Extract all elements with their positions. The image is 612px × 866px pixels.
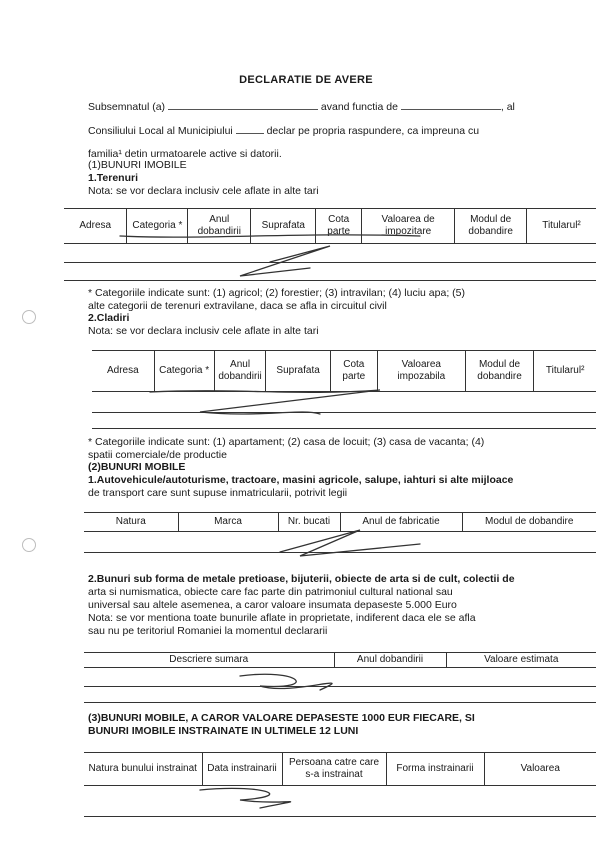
col-natura-bunului: Natura bunului instrainat bbox=[88, 763, 197, 774]
col-suprafata: Suprafata bbox=[266, 351, 330, 392]
col-anul: Anul dobandirii bbox=[214, 351, 266, 392]
cladiri-footnote: * Categoriile indicate sunt: (1) apartament; (2) casa de locuit; (3) casa de vacanta; (4) spatii comerciale/de productie bbox=[88, 436, 485, 461]
col-titularul: Titularul² bbox=[526, 209, 596, 244]
section1-heading: (1)BUNURI IMOBILE bbox=[88, 159, 187, 171]
intro-paragraph: Subsemnatul (a) avand functia de , al Consiliului Local al Municipiului declar pe propria raspundere, ca impreuna cu familia¹ detin urmatoarele active si datorii. bbox=[88, 101, 515, 160]
section3-heading: (3)BUNURI MOBILE, A CAROR VALOARE DEPASESTE 1000 EUR FIECARE, SI BUNURI IMOBILE INSTRAINATE IN ULTIMELE 12 LUNI bbox=[88, 712, 475, 737]
strike-mark bbox=[240, 246, 330, 276]
cladiri-title: 2.Cladiri bbox=[88, 312, 130, 324]
col-forma: Forma instrainarii bbox=[386, 753, 484, 786]
col-cota: Cota parte bbox=[330, 351, 377, 392]
col-adresa: Adresa bbox=[106, 365, 139, 376]
col-cota: Cota parte bbox=[316, 209, 362, 244]
col-modul: Modul de dobandire bbox=[462, 513, 596, 532]
strike-mark bbox=[240, 674, 332, 690]
col-anul: Anul dobandirii bbox=[334, 653, 446, 668]
terenuri-title: 1.Terenuri bbox=[88, 172, 138, 184]
vehicule-title: 1.Autovehicule/autoturisme, tractoare, masini agricole, salupe, iahturi si alte mijloace de transport care sunt supuse inmatricularii, potrivit legii bbox=[88, 474, 514, 499]
col-valoarea: Valoarea bbox=[484, 753, 596, 786]
strike-mark bbox=[150, 390, 380, 414]
col-modul: Modul de dobandire bbox=[465, 351, 534, 392]
col-categoria: Categoria * bbox=[127, 209, 188, 244]
col-valoare: Valoare estimata bbox=[446, 653, 596, 668]
strike-mark bbox=[200, 788, 291, 808]
col-categoria: Categoria * bbox=[154, 351, 214, 392]
col-persoana: Persoana catre care s-a instrainat bbox=[282, 753, 386, 786]
col-data: Data instrainarii bbox=[202, 753, 282, 786]
strike-mark bbox=[280, 530, 420, 556]
cladiri-note: Nota: se vor declara inclusiv cele aflate in alte tari bbox=[88, 325, 319, 337]
col-suprafata: Suprafata bbox=[251, 209, 316, 244]
terenuri-note: Nota: se vor declara inclusiv cele aflate in alte tari bbox=[88, 185, 319, 197]
section2-heading: (2)BUNURI MOBILE bbox=[88, 461, 186, 473]
col-nr-bucati: Nr. bucati bbox=[278, 513, 340, 532]
col-natura: Natura bbox=[115, 516, 146, 527]
col-modul: Modul de dobandire bbox=[455, 209, 527, 244]
pretioase-block: 2.Bunuri sub forma de metale pretioase, bijuterii, obiecte de arta si de cult, colectii de arta si numismatica, obiecte care fac parte din patrimoniul cultural national sau universal sau altele asemenea, a caror valoare insumata depaseste 5.000 Euro Nota: se vor mentiona toate bunurile aflate in proprietate, indiferent daca ele se afla sau nu pe teritoriul Romaniei la momentul declararii bbox=[88, 573, 515, 637]
col-descriere: Descriere sumara bbox=[169, 654, 249, 665]
terenuri-footnote: * Categoriile indicate sunt: (1) agricol; (2) forestier; (3) intravilan; (4) luciu apa; (5) alte categorii de terenuri extravilane, daca se afla in circuitul civil bbox=[88, 287, 465, 312]
col-anul: Anul dobandirii bbox=[188, 209, 251, 244]
col-anul-fabricatie: Anul de fabricatie bbox=[340, 513, 462, 532]
col-valoarea: Valoarea de impozitare bbox=[361, 209, 454, 244]
col-valoarea: Valoarea impozabila bbox=[377, 351, 465, 392]
strike-mark bbox=[120, 235, 420, 237]
col-titularul: Titularul² bbox=[534, 351, 596, 392]
col-marca: Marca bbox=[178, 513, 278, 532]
document-title: DECLARATIE DE AVERE bbox=[239, 74, 373, 86]
col-adresa: Adresa bbox=[79, 220, 112, 231]
